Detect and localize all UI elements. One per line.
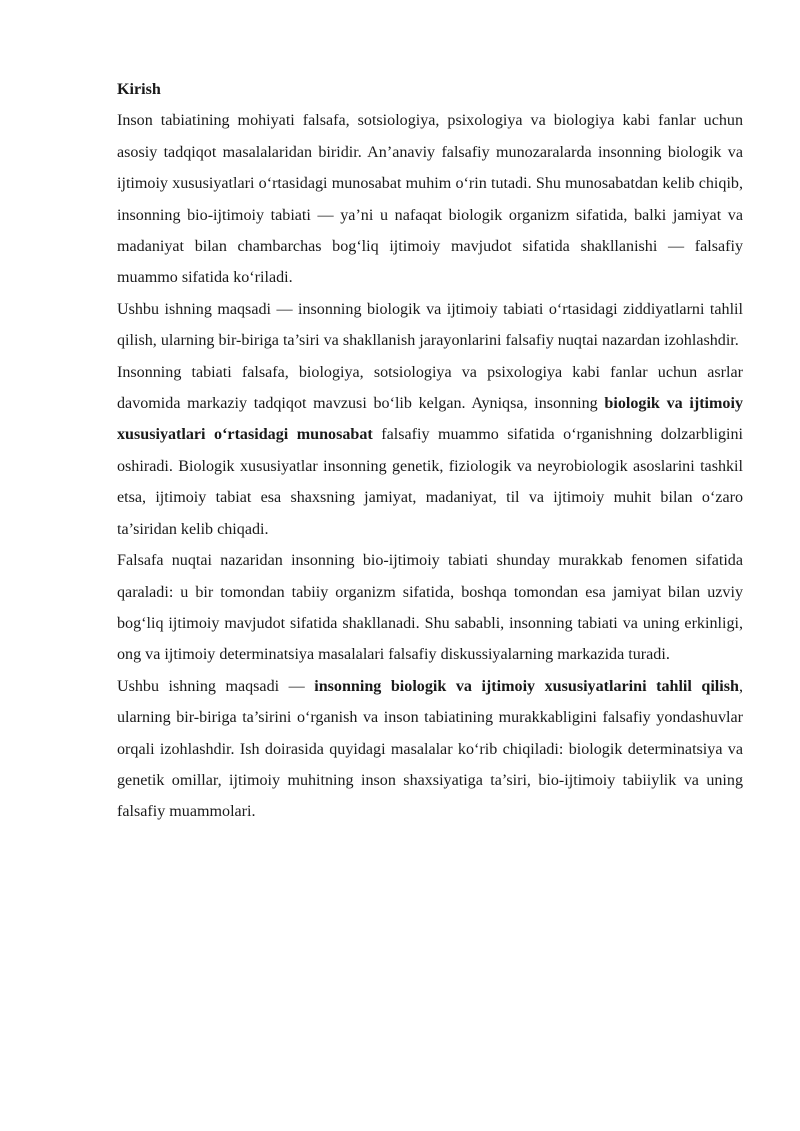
- paragraph-goal: [117, 671, 743, 828]
- paragraph-aim: Ushbu ishning maqsadi — insonning biologik va ijtimoiy tabiati o‘rtasidagi ziddiyatlarni tahlil qilish, ularning bir-biriga ta’siri va shakllanish jarayonlarini falsafiy nuqtai nazardan izohlashdir.: [117, 300, 743, 350]
- paragraph-nature-emphasis: biologik va ijtimoiy xususiyatlari o‘rtasidagi munosabat: [117, 395, 743, 444]
- paragraph-goal-text-end: , ularning bir-biriga ta’sirini o‘rganish va inson tabiatining murakkabligini falsafiy yondashuvlar orqali izohlashdir. Ish doirasida quyidagi masalalar ko‘rib chiqiladi: biologik determinatsiya va genetik omillar, ijtimoiy muhitning inson shaxsiyatiga ta’siri, bio-ijtimoiy tabiiylik va uning falsafiy muammolari.: [117, 677, 743, 821]
- document-body: [117, 74, 743, 828]
- paragraph-philosophy: Falsafa nuqtai nazaridan insonning bio-ijtimoiy tabiati shunday murakkab fenomen sifatida qaraladi: u bir tomondan tabiiy organizm sifatida, boshqa tomondan esa jamiyat bilan uzviy bog‘liq ijtimoiy mavjudot sifatida shakllanadi. Shu sababli, insonning tabiati va uning erkinligi, ong va ijtimoiy determinatsiya masalalari falsafiy diskussiyalarning markazida turadi.: [117, 552, 743, 664]
- paragraph-nature-text-start: Insonning tabiati falsafa, biologiya, sotsiologiya va psixologiya kabi fanlar uchun asrlar davomida markaziy tadqiqot mavzusi bo‘lib kelgan. Ayniqsa, insonning: [117, 363, 743, 413]
- paragraph-intro: Inson tabiatining mohiyati falsafa, sotsiologiya, psixologiya va biologiya kabi fanlar uchun asosiy tadqiqot masalalaridan biridir. An’anaviy falsafiy munozaralarda insonning biologik va ijtimoiy xususiyatlari o‘rtasidagi munosabat muhim o‘rin tutadi. Shu munosabatdan kelib chiqib, insonning bio-ijtimoiy tabiati — ya’ni u nafaqat biologik organizm sifatida, balki jamiyat va madaniyat bilan chambarchas bog‘liq ijtimoiy mavjudot sifatida shakllanishi — falsafiy muammo sifatida ko‘riladi.: [117, 112, 743, 287]
- section-heading: Kirish: [117, 81, 161, 98]
- paragraph-nature-text-end: falsafiy muammo sifatida o‘rganishning dolzarbligini oshiradi. Biologik xususiyatlar insonning genetik, fiziologik va neyrobiologik asoslarini tashkil etsa, ijtimoiy tabiat esa shaxsning jamiyat, madaniyat, til va ijtimoiy muhit bilan o‘zaro ta’siridan kelib chiqadi.: [117, 426, 743, 538]
- paragraph-goal-text-start: Ushbu ishning maqsadi —: [117, 677, 315, 695]
- paragraph-goal-emphasis: insonning biologik va ijtimoiy xususiyatlarini tahlil qilish: [314, 677, 739, 695]
- paragraph-nature: [117, 357, 743, 545]
